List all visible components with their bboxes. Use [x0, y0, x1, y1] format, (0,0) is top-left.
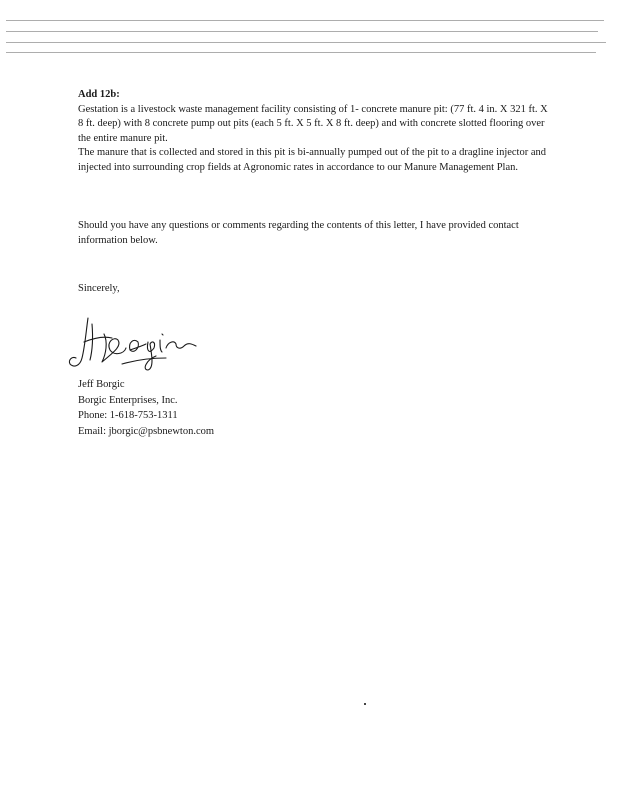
- contact-name: Jeff Borgic: [78, 379, 125, 390]
- questions-paragraph-block: [78, 219, 548, 248]
- scan-artifact-line: [6, 20, 604, 21]
- scan-artifact-line: [6, 42, 606, 43]
- add-12b-section: [78, 88, 548, 175]
- contact-block: [78, 377, 214, 439]
- scan-artifact-line: [6, 52, 596, 53]
- contact-company: Borgic Enterprises, Inc.: [78, 394, 178, 406]
- questions-paragraph: Should you have any questions or comments regarding the contents of this letter, I have provided contact information below.: [78, 220, 519, 246]
- signature-image: [66, 312, 206, 374]
- scan-speck: [364, 703, 366, 705]
- manure-handling-description: The manure that is collected and stored in this pit is bi-annually pumped out of the pit to a dragline injector and injected into surrounding crop fields at Agronomic rates in accordance to our Manure Management Plan.: [78, 147, 547, 173]
- facility-description: Gestation is a livestock waste management facility consisting of 1- concrete manure pit: (77 ft. 4 in. X 321 ft. X 8 ft. deep) with 8 concrete pump out pits (each 5 ft. X 5 ft. X 8 ft. deep) and with concrete slotted flooring over the entire manure pit.: [78, 103, 548, 144]
- contact-phone: Phone: 1-618-753-1311: [78, 410, 178, 421]
- closing-salutation: Sincerely,: [78, 283, 120, 294]
- section-heading: Add 12b:: [78, 89, 120, 100]
- contact-email: Email: jborgic@psbnewton.com: [78, 425, 215, 437]
- scan-artifact-line: [6, 31, 598, 32]
